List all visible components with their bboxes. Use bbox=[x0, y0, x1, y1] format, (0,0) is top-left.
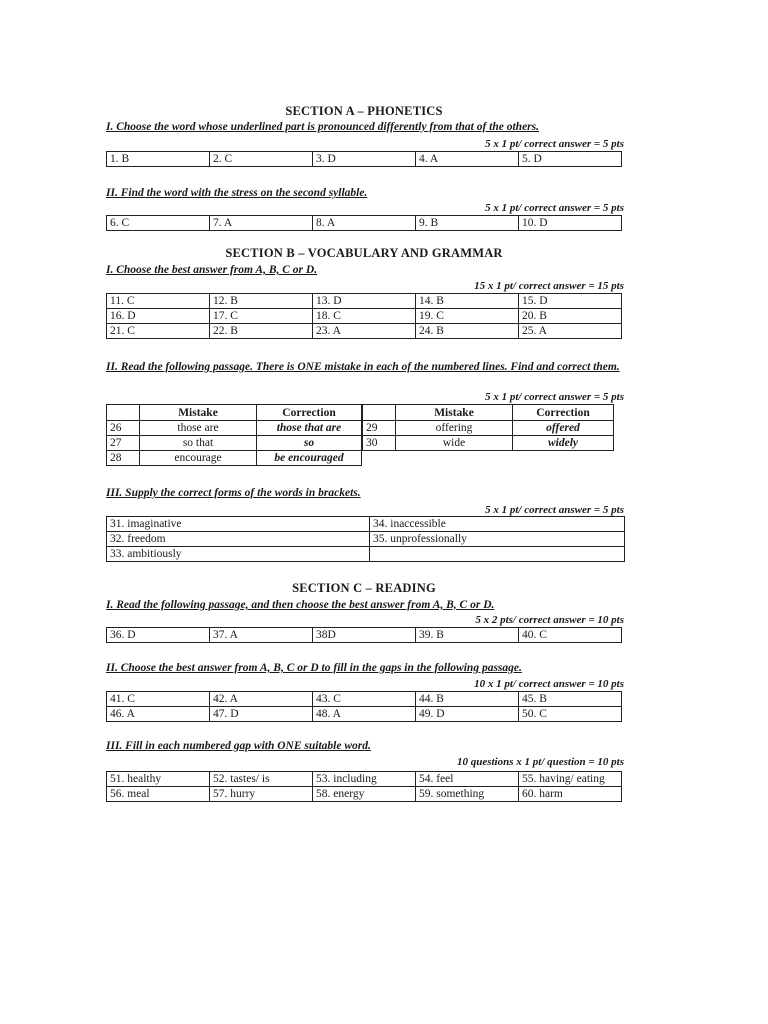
section-a-part1-points: 5 x 1 pt/ correct answer = 5 pts bbox=[485, 138, 624, 150]
answer-cell: 33. ambitiously bbox=[107, 547, 370, 562]
table-row bbox=[107, 294, 622, 309]
section-a-part2-instruction: II. Find the word with the stress on the second syllable. bbox=[106, 187, 368, 199]
answer-cell: 10. D bbox=[519, 216, 622, 231]
answer-cell: 52. tastes/ is bbox=[210, 772, 313, 787]
table-row bbox=[107, 772, 622, 787]
section-c-part2-instruction: II. Choose the best answer from A, B, C or D to fill in the gaps in the following passage. bbox=[106, 662, 522, 674]
answer-cell: 16. D bbox=[107, 309, 210, 324]
answer-cell: 35. unprofessionally bbox=[370, 532, 625, 547]
table-row bbox=[107, 787, 622, 802]
table-row bbox=[107, 324, 622, 339]
answer-cell: 9. B bbox=[416, 216, 519, 231]
answer-cell: 43. C bbox=[313, 692, 416, 707]
section-b-part1-points: 15 x 1 pt/ correct answer = 15 pts bbox=[474, 280, 624, 292]
item-number: 29 bbox=[363, 421, 396, 436]
section-b-part1-instruction: I. Choose the best answer from A, B, C or D. bbox=[106, 264, 318, 276]
answer-cell: 50. C bbox=[519, 707, 622, 722]
section-b-part2-points: 5 x 1 pt/ correct answer = 5 pts bbox=[485, 391, 624, 403]
item-number: 27 bbox=[107, 436, 140, 451]
answer-cell: 23. A bbox=[313, 324, 416, 339]
section-b-part1-table bbox=[106, 293, 622, 339]
answer-cell: 49. D bbox=[416, 707, 519, 722]
answer-cell: 15. D bbox=[519, 294, 622, 309]
answer-cell: 45. B bbox=[519, 692, 622, 707]
section-a-part2-points: 5 x 1 pt/ correct answer = 5 pts bbox=[485, 202, 624, 214]
answer-cell: 34. inaccessible bbox=[370, 517, 625, 532]
answer-cell: 36. D bbox=[107, 628, 210, 643]
answer-cell: 57. hurry bbox=[210, 787, 313, 802]
section-a-part1-table bbox=[106, 151, 622, 167]
table-row bbox=[107, 216, 622, 231]
answer-cell: 42. A bbox=[210, 692, 313, 707]
section-b-part3-points: 5 x 1 pt/ correct answer = 5 pts bbox=[485, 504, 624, 516]
answer-cell: 31. imaginative bbox=[107, 517, 370, 532]
answer-cell: 4. A bbox=[416, 152, 519, 167]
correction-cell: so bbox=[257, 436, 362, 451]
answer-cell: 44. B bbox=[416, 692, 519, 707]
section-a-title: SECTION A – PHONETICS bbox=[285, 104, 443, 118]
answer-cell: 18. C bbox=[313, 309, 416, 324]
correction-header: Correction bbox=[257, 405, 362, 421]
answer-cell: 22. B bbox=[210, 324, 313, 339]
answer-cell: 1. B bbox=[107, 152, 210, 167]
section-b-part2-instruction: II. Read the following passage. There is ONE mistake in each of the numbered lines. Find and correct them. bbox=[106, 361, 620, 373]
section-c-part2-table bbox=[106, 691, 622, 722]
mistake-cell: offering bbox=[396, 421, 513, 436]
answer-cell: 11. C bbox=[107, 294, 210, 309]
section-a-part1-instruction: I. Choose the word whose underlined part is pronounced differently from that of the others. bbox=[106, 121, 540, 133]
answer-cell: 12. B bbox=[210, 294, 313, 309]
table-row bbox=[107, 517, 625, 532]
answer-cell: 3. D bbox=[313, 152, 416, 167]
word-form-table bbox=[106, 516, 625, 562]
table-row bbox=[107, 707, 622, 722]
table-row bbox=[107, 451, 362, 466]
correction-header: Correction bbox=[513, 405, 614, 421]
item-number: 30 bbox=[363, 436, 396, 451]
table-row bbox=[363, 436, 614, 451]
mistake-header: Mistake bbox=[396, 405, 513, 421]
error-correction-table-right bbox=[362, 404, 614, 451]
mistake-cell: wide bbox=[396, 436, 513, 451]
answer-cell: 39. B bbox=[416, 628, 519, 643]
section-c-part1-instruction: I. Read the following passage, and then choose the best answer from A, B, C or D. bbox=[106, 599, 495, 611]
section-c-part1-points: 5 x 2 pts/ correct answer = 10 pts bbox=[475, 614, 624, 626]
answer-cell: 20. B bbox=[519, 309, 622, 324]
answer-cell bbox=[370, 547, 625, 562]
answer-cell: 48. A bbox=[313, 707, 416, 722]
section-a-part2-table bbox=[106, 215, 622, 231]
section-c-part3-instruction: III. Fill in each numbered gap with ONE suitable word. bbox=[106, 740, 371, 752]
item-number: 28 bbox=[107, 451, 140, 466]
mistake-cell: those are bbox=[140, 421, 257, 436]
correction-cell: be encouraged bbox=[257, 451, 362, 466]
mistake-cell: encourage bbox=[140, 451, 257, 466]
section-b-title: SECTION B – VOCABULARY AND GRAMMAR bbox=[225, 246, 503, 260]
answer-cell: 38D bbox=[313, 628, 416, 643]
answer-cell: 46. A bbox=[107, 707, 210, 722]
answer-cell: 51. healthy bbox=[107, 772, 210, 787]
answer-cell: 58. energy bbox=[313, 787, 416, 802]
item-number: 26 bbox=[107, 421, 140, 436]
answer-cell: 14. B bbox=[416, 294, 519, 309]
section-b-part3-instruction: III. Supply the correct forms of the words in brackets. bbox=[106, 487, 361, 499]
answer-cell: 7. A bbox=[210, 216, 313, 231]
answer-cell: 40. C bbox=[519, 628, 622, 643]
table-row bbox=[107, 547, 625, 562]
answer-cell: 47. D bbox=[210, 707, 313, 722]
section-c-part1-table bbox=[106, 627, 622, 643]
mistake-header: Mistake bbox=[140, 405, 257, 421]
table-row bbox=[107, 309, 622, 324]
answer-cell: 53. including bbox=[313, 772, 416, 787]
table-row bbox=[107, 628, 622, 643]
correction-cell: offered bbox=[513, 421, 614, 436]
error-correction-table-left bbox=[106, 404, 362, 466]
answer-cell: 56. meal bbox=[107, 787, 210, 802]
answer-cell: 6. C bbox=[107, 216, 210, 231]
table-header-row bbox=[107, 405, 362, 421]
table-row bbox=[107, 421, 362, 436]
answer-cell: 55. having/ eating bbox=[519, 772, 622, 787]
answer-cell: 17. C bbox=[210, 309, 313, 324]
answer-cell: 25. A bbox=[519, 324, 622, 339]
table-row bbox=[107, 152, 622, 167]
answer-cell: 5. D bbox=[519, 152, 622, 167]
answer-cell: 41. C bbox=[107, 692, 210, 707]
answer-cell: 13. D bbox=[313, 294, 416, 309]
answer-cell: 8. A bbox=[313, 216, 416, 231]
answer-cell: 37. A bbox=[210, 628, 313, 643]
answer-cell: 24. B bbox=[416, 324, 519, 339]
table-row bbox=[107, 692, 622, 707]
answer-cell: 32. freedom bbox=[107, 532, 370, 547]
table-row bbox=[363, 421, 614, 436]
mistake-cell: so that bbox=[140, 436, 257, 451]
answer-cell: 2. C bbox=[210, 152, 313, 167]
section-c-part3-points: 10 questions x 1 pt/ question = 10 pts bbox=[456, 756, 624, 768]
answer-cell: 60. harm bbox=[519, 787, 622, 802]
table-row bbox=[107, 532, 625, 547]
answer-cell: 59. something bbox=[416, 787, 519, 802]
answer-cell: 54. feel bbox=[416, 772, 519, 787]
section-c-title: SECTION C – READING bbox=[292, 581, 436, 595]
answer-cell: 21. C bbox=[107, 324, 210, 339]
answer-cell: 19. C bbox=[416, 309, 519, 324]
table-header-row bbox=[363, 405, 614, 421]
section-c-part2-points: 10 x 1 pt/ correct answer = 10 pts bbox=[474, 678, 624, 690]
correction-cell: those that are bbox=[257, 421, 362, 436]
table-row bbox=[107, 436, 362, 451]
section-c-part3-table bbox=[106, 771, 622, 802]
correction-cell: widely bbox=[513, 436, 614, 451]
